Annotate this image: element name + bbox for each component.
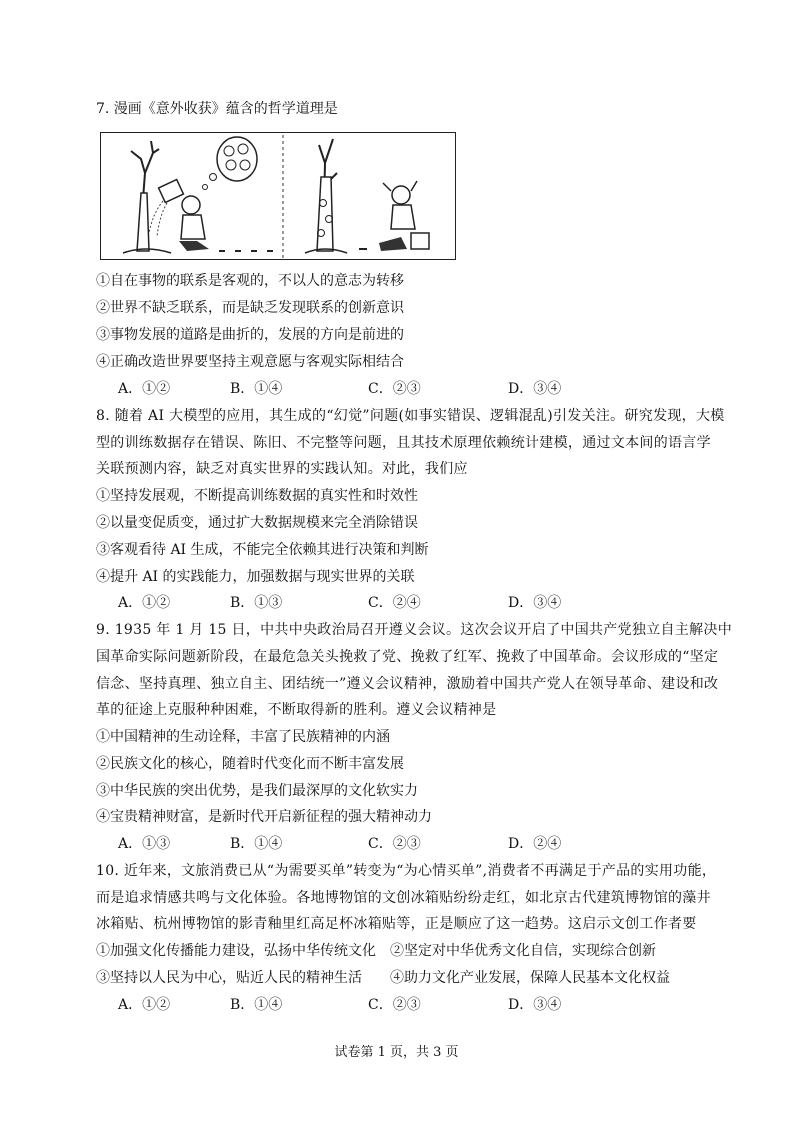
q10-stem-line-3: 冰箱贴、杭州博物馆的影青釉里红高足杯冰箱贴等，正是顺应了这一趋势。这启示文创工作者要 [96, 916, 697, 932]
q8-item-2: ②以量变促质变，通过扩大数据规模来完全消除错误 [96, 515, 418, 531]
q9-stem-line-4: 革的征途上克服种种困难，不断取得新的胜利。遵义会议精神是 [96, 702, 497, 718]
q7-option-b[interactable]: B．①④ [230, 381, 283, 397]
q10-stem-line-2: 而是追求情感共鸣与文化体验。各地博物馆的文创冰箱贴纷纷走红，如北京古代建筑博物馆的藻井 [96, 890, 711, 906]
q8-stem-line-3: 关联预测内容，缺乏对真实世界的实践认知。对此，我们应 [96, 461, 468, 477]
q10-option-b[interactable]: B．①④ [230, 997, 283, 1013]
q7-option-d[interactable]: D．③④ [508, 381, 562, 397]
q9-option-b[interactable]: B．①④ [230, 836, 283, 852]
q7-item-4: ④正确改造世界要坚持主观意愿与客观实际相结合 [96, 354, 404, 370]
q8-stem-line-1: 8. 随着 AI 大模型的应用，其生成的“幻觉”问题(如事实错误、逻辑混乱)引发关注。研究发现，大模 [96, 408, 725, 424]
q10-option-c[interactable]: C．②③ [368, 997, 421, 1013]
q9-item-3: ③中华民族的突出优势，是我们最深厚的文化软实力 [96, 783, 418, 799]
q9-stem-line-2: 国革命实际问题新阶段，在最危急关头挽救了党、挽救了红军、挽救了中国革命。会议形成的“坚定 [96, 649, 719, 665]
q9-item-2: ②民族文化的核心，随着时代变化而不断丰富发展 [96, 756, 404, 772]
q7-item-2: ②世界不缺乏联系，而是缺乏发现联系的创新意识 [96, 300, 404, 316]
q9-option-a[interactable]: A．①③ [118, 836, 171, 852]
q10-stem-line-1: 10. 近年来，文旅消费已从“为需要买单”转变为“为心情买单”,消费者不再满足于产品的实用功能， [96, 863, 717, 879]
comic-illustration [101, 133, 457, 261]
q9-stem-line-1: 9. 1935 年 1 月 15 日，中共中央政治局召开遵义会议。这次会议开启了中国共产党独立自主解决中 [96, 622, 733, 638]
q7-item-1: ①自在事物的联系是客观的，不以人的意志为转移 [96, 273, 404, 289]
q7-item-3: ③事物发展的道路是曲折的，发展的方向是前进的 [96, 327, 404, 343]
q10-option-a[interactable]: A．①② [118, 997, 171, 1013]
q8-item-3: ③客观看待 AI 生成，不能完全依赖其进行决策和判断 [96, 542, 429, 558]
page-footer: 试卷第 1 页，共 3 页 [334, 1045, 459, 1060]
q8-option-a[interactable]: A．①② [118, 595, 171, 611]
q8-option-d[interactable]: D．③④ [508, 595, 562, 611]
q7-stem: 7. 漫画《意外收获》蕴含的哲学道理是 [96, 101, 338, 117]
q10-item-row-1: ①加强文化传播能力建设，弘扬中华传统文化 ②坚定对中华优秀文化自信，实现综合创新 [96, 943, 656, 959]
q9-option-c[interactable]: C．②③ [368, 836, 421, 852]
q8-option-c[interactable]: C．②④ [368, 595, 421, 611]
q10-option-d[interactable]: D．③④ [508, 997, 562, 1013]
q9-item-1: ①中国精神的生动诠释，丰富了民族精神的内涵 [96, 729, 390, 745]
q9-stem-line-3: 信念、坚持真理、独立自主、团结统一”遵义会议精神，激励着中国共产党人在领导革命、建设和改 [96, 676, 719, 692]
q8-option-b[interactable]: B．①③ [230, 595, 283, 611]
q8-item-4: ④提升 AI 的实践能力，加强数据与现实世界的关联 [96, 569, 415, 585]
q7-option-a[interactable]: A．①② [118, 381, 171, 397]
q8-stem-line-2: 型的训练数据存在错误、陈旧、不完整等问题，且其技术原理依赖统计建模，通过文本间的语言学 [96, 435, 711, 451]
q8-item-1: ①坚持发展观，不断提高训练数据的真实性和时效性 [96, 488, 418, 504]
comic-image [100, 132, 456, 260]
q7-option-c[interactable]: C．②③ [368, 381, 421, 397]
q9-option-d[interactable]: D．②④ [508, 836, 562, 852]
q9-item-4: ④宝贵精神财富，是新时代开启新征程的强大精神动力 [96, 809, 432, 825]
q10-item-row-2: ③坚持以人民为中心，贴近人民的精神生活 ④助力文化产业发展，保障人民基本文化权益 [96, 970, 670, 986]
